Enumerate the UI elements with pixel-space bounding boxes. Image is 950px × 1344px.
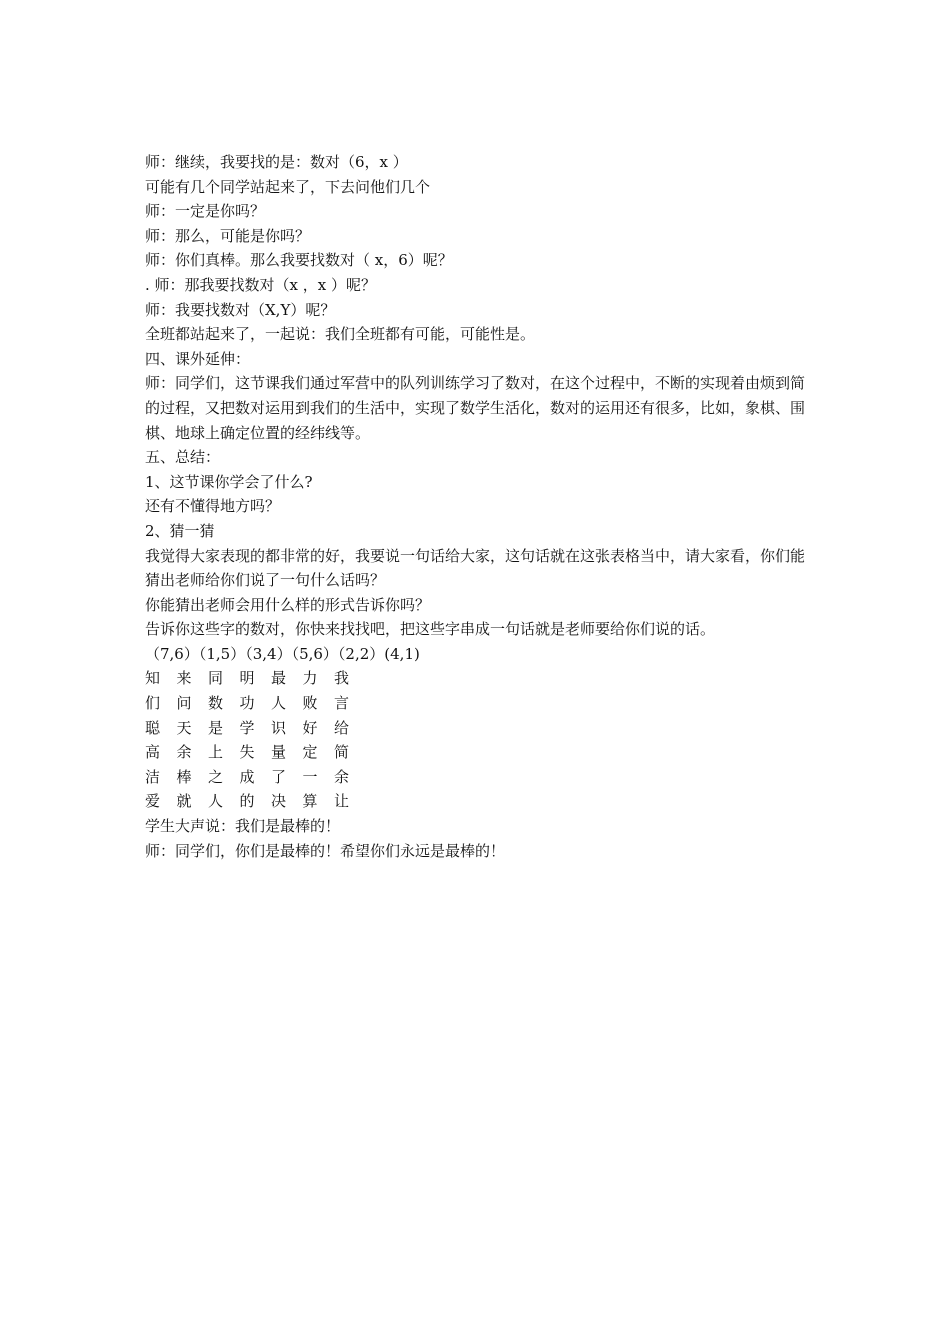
- grid-cell: 最: [271, 669, 287, 688]
- grid-cell: 定: [302, 743, 318, 762]
- closing-block: [145, 814, 810, 863]
- guess-paragraph: [145, 544, 810, 593]
- grid-cell: 败: [302, 694, 318, 713]
- text-line: 师：同学们，你们是最棒的！希望你们永远是最棒的！: [145, 841, 506, 860]
- section-heading: 五、总结：: [145, 448, 221, 467]
- grid-cell: 的: [239, 792, 255, 811]
- grid-row: [145, 691, 810, 716]
- grid-cell: 余: [176, 743, 192, 762]
- grid-cell: 我: [334, 669, 350, 688]
- text-line: . 师：那我要找数对（x ，x ）呢？: [145, 275, 376, 294]
- grid-cell: 人: [271, 694, 287, 713]
- grid-cell: 人: [208, 792, 224, 811]
- text-line: 学生大声说：我们是最棒的！: [145, 817, 341, 836]
- text-line: 师：我要找数对（X,Y）呢？: [145, 300, 336, 319]
- grid-cell: 明: [239, 669, 255, 688]
- grid-cell: 就: [176, 792, 192, 811]
- document-body: [145, 150, 810, 863]
- grid-cell: 失: [239, 743, 255, 762]
- grid-cell: 一: [302, 767, 318, 786]
- grid-row: [145, 716, 810, 741]
- grid-cell: 们: [145, 694, 161, 713]
- grid-cell: 洁: [145, 767, 161, 786]
- text-line: 师：那么，可能是你吗？: [145, 226, 311, 245]
- grid-cell: 功: [239, 694, 255, 713]
- grid-cell: 让: [334, 792, 350, 811]
- grid-cell: 之: [208, 767, 224, 786]
- text-line: 师：一定是你吗？: [145, 202, 266, 221]
- grid-cell: 同: [208, 669, 224, 688]
- grid-cell: 上: [208, 743, 224, 762]
- grid-cell: 算: [302, 792, 318, 811]
- grid-cell: 量: [271, 743, 287, 762]
- dialogue-block: [145, 150, 810, 371]
- text-line: 可能有几个同学站起来了，下去问他们几个: [145, 177, 431, 196]
- grid-cell: 天: [176, 718, 192, 737]
- text-line: 你能猜出老师会用什么样的形式告诉你吗？: [145, 595, 431, 614]
- grid-cell: 学: [239, 718, 255, 737]
- extension-paragraph: [145, 371, 810, 445]
- grid-cell: 聪: [145, 718, 161, 737]
- grid-cell: 力: [302, 669, 318, 688]
- grid-cell: 决: [271, 792, 287, 811]
- grid-cell: 言: [334, 694, 350, 713]
- grid-row: [145, 666, 810, 691]
- summary-block: [145, 445, 810, 543]
- text-line: 师：你们真棒。那么我要找数对（ x，6）呢？: [145, 251, 453, 270]
- grid-cell: 简: [334, 743, 350, 762]
- grid-cell: 是: [208, 718, 224, 737]
- grid-row: [145, 765, 810, 790]
- grid-cell: 了: [271, 767, 287, 786]
- grid-cell: 高: [145, 743, 161, 762]
- text-line: 还有不懂得地方吗？: [145, 497, 281, 516]
- text-line: 2、猜一猜: [145, 521, 215, 540]
- grid-cell: 来: [176, 669, 192, 688]
- grid-cell: 爱: [145, 792, 161, 811]
- text-line: 师：继续，我要找的是：数对（6，x ）: [145, 153, 408, 171]
- text-line: 告诉你这些字的数对，你快来找找吧，把这些字串成一句话就是老师要给你们说的话。: [145, 620, 716, 639]
- paragraph-text: 我觉得大家表现的都非常的好，我要说一句话给大家，这句话就在这张表格当中，请大家看，你们能猜出老师给你们说了一句什么话吗？: [145, 546, 806, 590]
- character-grid: [145, 666, 810, 814]
- grid-row: [145, 740, 810, 765]
- grid-cell: 棒: [176, 767, 192, 786]
- grid-cell: 成: [239, 767, 255, 786]
- grid-cell: 余: [334, 767, 350, 786]
- grid-row: [145, 789, 810, 814]
- coordinate-list: （7,6）（1,5）（3,4）（5,6）（2,2）(4,1): [145, 644, 420, 663]
- grid-cell: 识: [271, 718, 287, 737]
- grid-cell: 数: [208, 694, 224, 713]
- text-line: 全班都站起来了，一起说：我们全班都有可能，可能性是。: [145, 325, 536, 344]
- paragraph-text: 师：同学们，这节课我们通过军营中的队列训练学习了数对，在这个过程中，不断的实现着由烦到简的过程，又把数对运用到我们的生活中，实现了数学生活化，数对的运用还有很多，比如，象棋、围棋、地球上确定位置的经纬线等。: [145, 374, 806, 442]
- text-line: 1、这节课你学会了什么?: [145, 472, 313, 491]
- grid-cell: 给: [334, 718, 350, 737]
- grid-cell: 问: [176, 694, 192, 713]
- hint-block: [145, 593, 810, 667]
- grid-cell: 知: [145, 669, 161, 688]
- section-heading: 四、课外延伸：: [145, 349, 251, 368]
- grid-cell: 好: [302, 718, 318, 737]
